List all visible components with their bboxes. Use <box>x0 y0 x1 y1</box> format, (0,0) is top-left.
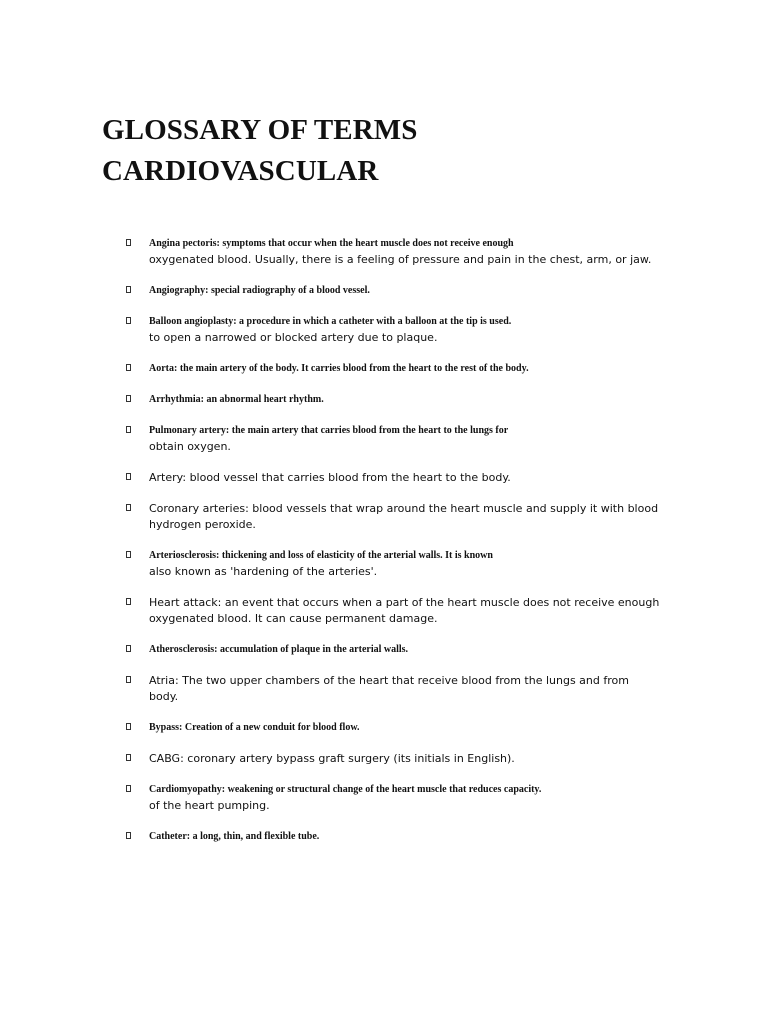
entry-text-line: Bypass: Creation of a new conduit for blood flow. <box>149 722 360 733</box>
glossary-entry <box>126 595 686 627</box>
bullet-box-icon <box>126 645 131 652</box>
entry-text-line: body. <box>149 690 179 703</box>
glossary-entry <box>126 361 686 377</box>
bullet-box-icon <box>126 504 131 511</box>
bullet-box-icon <box>126 723 131 730</box>
entry-continuation-line: obtain oxygen. <box>149 440 231 453</box>
entry-text-line: hydrogen peroxide. <box>149 518 256 531</box>
entry-text-line: Coronary arteries: blood vessels that wrap around the heart muscle and supply it with blood <box>149 502 659 515</box>
glossary-entry <box>126 642 686 658</box>
bullet-box-icon <box>126 473 131 480</box>
bullet-box-icon <box>126 676 131 683</box>
glossary-entry <box>126 782 686 814</box>
entry-text-line: Balloon angioplasty: a procedure in which a catheter with a balloon at the tip is used. <box>149 316 512 327</box>
entry-text-line: Aorta: the main artery of the body. It carries blood from the heart to the rest of the body. <box>149 363 529 374</box>
page-title <box>102 110 417 192</box>
bullet-box-icon <box>126 395 131 402</box>
glossary-list <box>126 236 686 860</box>
entry-text-line: Atherosclerosis: accumulation of plaque in the arterial walls. <box>149 644 409 655</box>
entry-continuation-line: to open a narrowed or blocked artery due to plaque. <box>149 331 438 344</box>
bullet-box-icon <box>126 598 131 605</box>
entry-continuation-line: oxygenated blood. Usually, there is a feeling of pressure and pain in the chest, arm, or jaw. <box>149 253 652 266</box>
entry-text-line: Angina pectoris: symptoms that occur when the heart muscle does not receive enough <box>149 238 514 249</box>
bullet-box-icon <box>126 832 131 839</box>
entry-text-line: Arrhythmia: an abnormal heart rhythm. <box>149 394 324 405</box>
entry-text-line: Heart attack: an event that occurs when a part of the heart muscle does not receive enough <box>149 596 660 609</box>
glossary-entry <box>126 673 686 705</box>
glossary-entry <box>126 470 686 486</box>
bullet-box-icon <box>126 286 131 293</box>
entry-text-line: Angiography: special radiography of a blood vessel. <box>149 285 370 296</box>
glossary-entry <box>126 501 686 533</box>
title-line-2: CARDIOVASCULAR <box>102 155 379 187</box>
glossary-entry <box>126 392 686 408</box>
entry-text-line: Artery: blood vessel that carries blood from the heart to the body. <box>149 471 511 484</box>
bullet-box-icon <box>126 754 131 761</box>
glossary-entry <box>126 314 686 346</box>
entry-text-line: Pulmonary artery: the main artery that carries blood from the heart to the lungs for <box>149 425 509 436</box>
bullet-box-icon <box>126 364 131 371</box>
entry-text-line: oxygenated blood. It can cause permanent damage. <box>149 612 438 625</box>
glossary-entry <box>126 236 686 268</box>
bullet-box-icon <box>126 317 131 324</box>
entry-text-line: CABG: coronary artery bypass graft surgery (its initials in English). <box>149 752 515 765</box>
bullet-box-icon <box>126 426 131 433</box>
entry-text-line: Catheter: a long, thin, and flexible tube. <box>149 831 320 842</box>
glossary-entry <box>126 751 686 767</box>
bullet-box-icon <box>126 785 131 792</box>
bullet-box-icon <box>126 551 131 558</box>
glossary-entry <box>126 829 686 845</box>
entry-text-line: Cardiomyopathy: weakening or structural change of the heart muscle that reduces capacity. <box>149 784 542 795</box>
entry-text-line: Atria: The two upper chambers of the heart that receive blood from the lungs and from <box>149 674 629 687</box>
entry-text-line: Arteriosclerosis: thickening and loss of elasticity of the arterial walls. It is known <box>149 550 493 561</box>
entry-continuation-line: also known as 'hardening of the arteries'. <box>149 565 378 578</box>
glossary-entry <box>126 423 686 455</box>
bullet-box-icon <box>126 239 131 246</box>
glossary-entry <box>126 548 686 580</box>
title-line-1: GLOSSARY OF TERMS <box>102 114 418 146</box>
glossary-entry <box>126 283 686 299</box>
entry-continuation-line: of the heart pumping. <box>149 799 270 812</box>
glossary-entry <box>126 720 686 736</box>
